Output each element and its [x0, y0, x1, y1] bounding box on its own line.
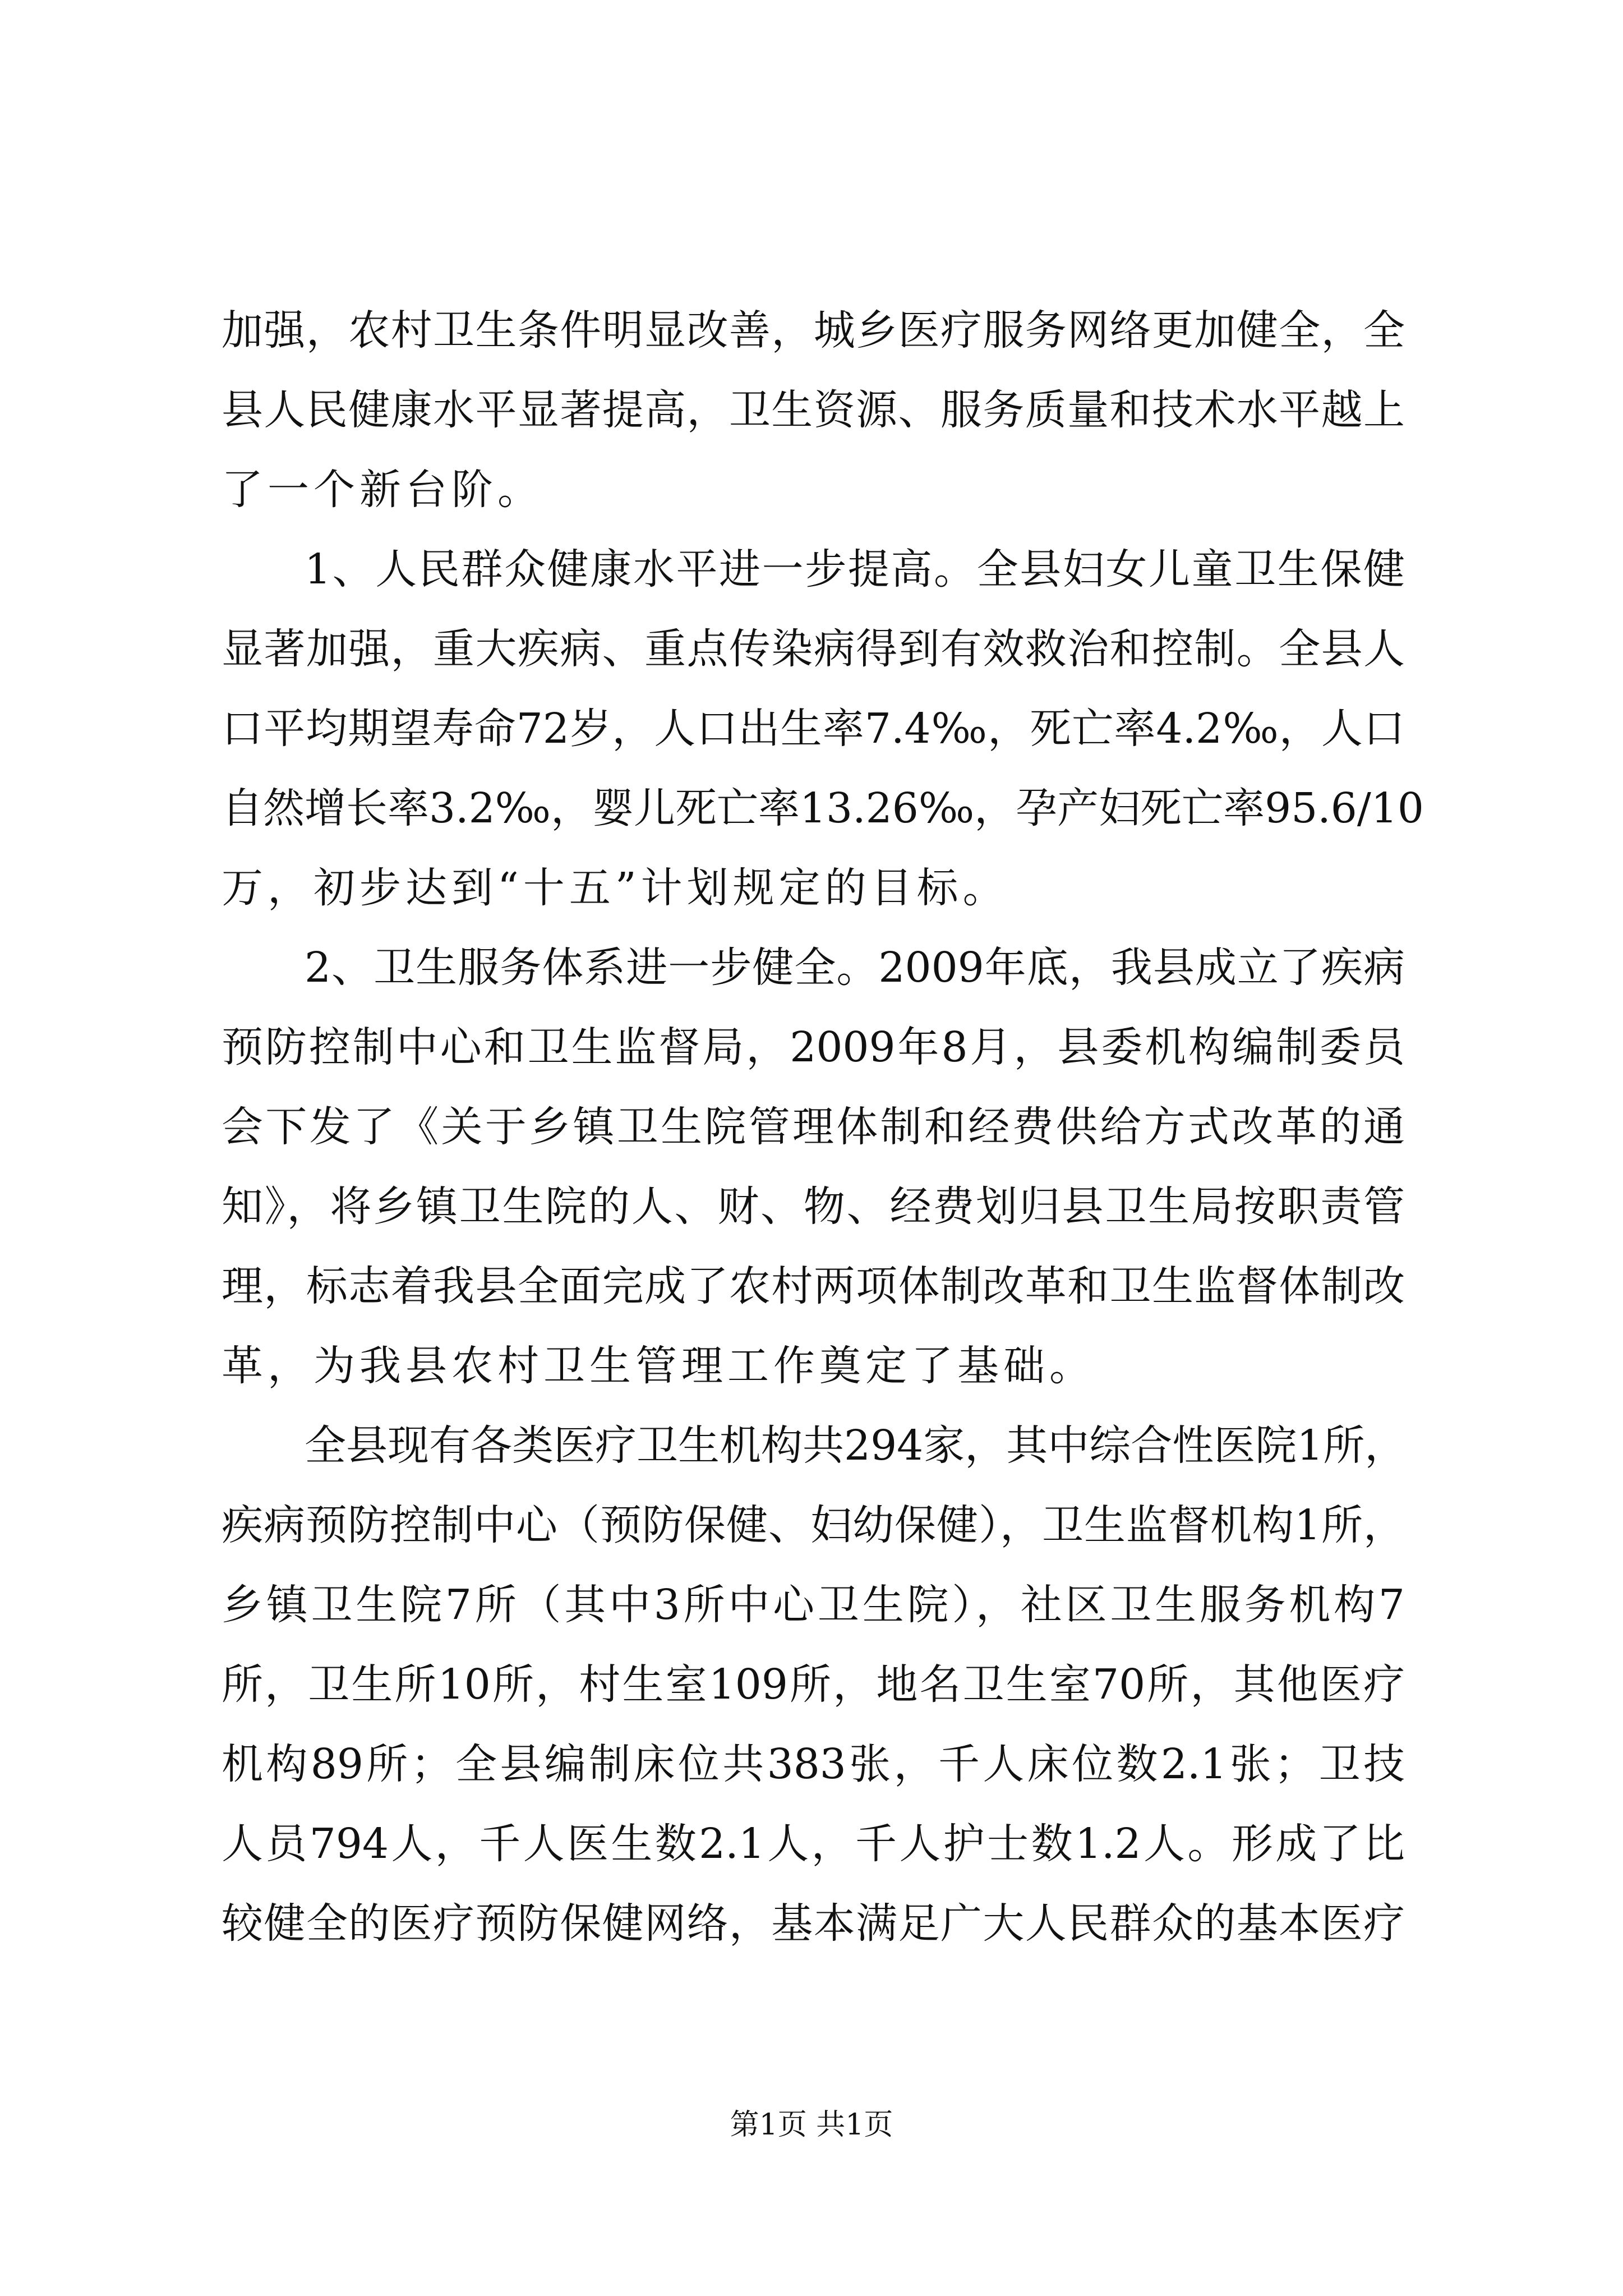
text-line: 口平均期望寿命72岁，人口出生率7.4‰，死亡率4.2‰，人口 [222, 705, 1405, 753]
text-line: 自然增长率3.2‰，婴儿死亡率13.26‰，孕产妇死亡率95.6/10 [222, 784, 1424, 832]
text-line: 2、卫生服务体系进一步健全。2009年底，我县成立了疾病 [305, 944, 1405, 992]
text-line: 显著加强，重大疾病、重点传染病得到有效救治和控制。全县人 [222, 625, 1405, 673]
text-line: 万，初步达到“十五”计划规定的目标。 [222, 864, 1009, 912]
text-line: 全县现有各类医疗卫生机构共294家，其中综合性医院1所， [305, 1421, 1407, 1470]
page-footer [0, 2108, 1623, 2142]
text-line: 疾病预防控制中心（预防保健、妇幼保健），卫生监督机构1所， [222, 1501, 1405, 1549]
text-line: 革，为我县农村卫生管理工作奠定了基础。 [222, 1342, 1095, 1390]
text-line: 知》，将乡镇卫生院的人、财、物、经费划归县卫生局按职责管 [222, 1182, 1405, 1231]
document-body [222, 291, 1424, 1963]
text-line: 机构89所；全县编制床位共383张，千人床位数2.1张；卫技 [222, 1740, 1405, 1788]
text-line: 1、人民群众健康水平进一步提高。全县妇女儿童卫生保健 [305, 545, 1405, 593]
text-line: 加强，农村卫生条件明显改善，城乡医疗服务网络更加健全，全 [222, 306, 1405, 355]
text-line: 乡镇卫生院7所（其中3所中心卫生院），社区卫生服务机构7 [222, 1581, 1405, 1629]
text-line: 预防控制中心和卫生监督局，2009年8月，县委机构编制委员 [222, 1023, 1405, 1071]
text-line: 会下发了《关于乡镇卫生院管理体制和经费供给方式改革的通 [222, 1103, 1405, 1151]
text-line: 理，标志着我县全面完成了农村两项体制改革和卫生监督体制改 [222, 1262, 1405, 1310]
text-line: 所，卫生所10所，村生室109所，地名卫生室70所，其他医疗 [222, 1660, 1405, 1709]
text-line: 县人民健康水平显著提高，卫生资源、服务质量和技术水平越上 [222, 386, 1405, 434]
page-number-label: 第1页 共1页 [730, 2108, 893, 2142]
text-line: 人员794人，千人医生数2.1人，千人护士数1.2人。形成了比 [222, 1820, 1405, 1868]
text-line: 较健全的医疗预防保健网络，基本满足广大人民群众的基本医疗 [222, 1899, 1405, 1948]
text-line: 了一个新台阶。 [222, 466, 543, 514]
